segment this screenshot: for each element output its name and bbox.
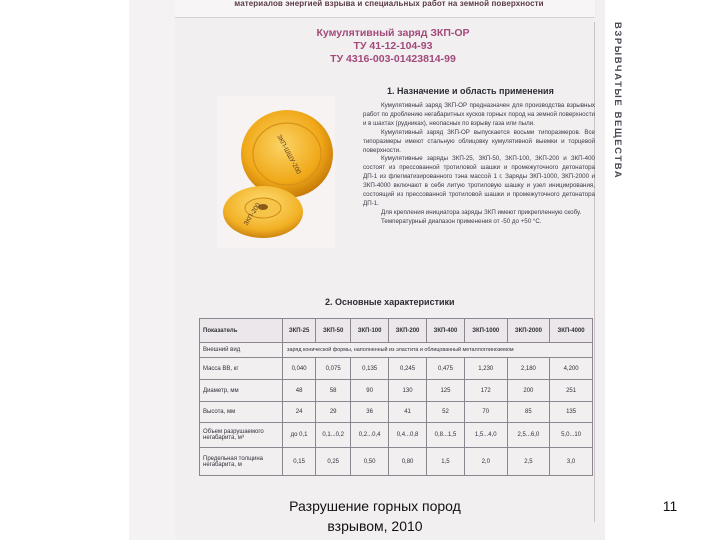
row-label: Высота, мм — [200, 402, 283, 423]
paragraph: Температурный диапазон применения от -50 до +50 °С. — [381, 217, 542, 225]
table-cell: 0,50 — [351, 448, 389, 476]
column-header: ЗКП-200 — [389, 319, 427, 343]
table-cell: 70 — [464, 402, 507, 423]
table-row — [200, 423, 593, 448]
side-label: ВЗРЫВЧАТЫЕ ВЕЩЕСТВА — [612, 22, 623, 180]
table-cell: 0,1...0,2 — [316, 423, 351, 448]
table-row — [200, 448, 593, 476]
table-cell: 2,5 — [507, 448, 550, 476]
characteristics-table — [199, 318, 593, 476]
table-cell: 1,5 — [427, 448, 465, 476]
table-cell: 29 — [316, 402, 351, 423]
table-cell: 1,230 — [464, 358, 507, 380]
table-row — [200, 402, 593, 423]
table-cell: 52 — [427, 402, 465, 423]
table-cell: 4,200 — [550, 358, 593, 380]
table-cell: 48 — [283, 380, 316, 402]
table-cell: 3,0 — [550, 448, 593, 476]
table-cell: 130 — [389, 380, 427, 402]
section-1-heading: 1. Назначение и область применения — [387, 86, 554, 96]
table-row — [200, 358, 593, 380]
table-header-row — [200, 319, 593, 343]
column-header: ЗКП-1000 — [464, 319, 507, 343]
table-cell: 41 — [389, 402, 427, 423]
side-rule — [594, 22, 595, 522]
column-header: ЗКП-400 — [427, 319, 465, 343]
table-cell: 24 — [283, 402, 316, 423]
column-header: ЗКП-4000 — [550, 319, 593, 343]
product-title: Кумулятивный заряд ЗКП-ОР — [316, 27, 470, 39]
footer-line-1: Разрушение горных пород — [289, 498, 461, 514]
page-margin — [129, 0, 175, 540]
column-header: ЗКП-2000 — [507, 319, 550, 343]
table-cell: 251 — [550, 380, 593, 402]
table-cell: 90 — [351, 380, 389, 402]
product-title-block — [263, 27, 523, 66]
table-cell: заряд конической формы, наполненный из эластита и облицованный металлоглиноземом — [283, 343, 593, 358]
column-header: Показатель — [200, 319, 283, 343]
table-cell: 0,2...0,4 — [351, 423, 389, 448]
charge-label-2: ЗКП-200 — [242, 201, 263, 228]
table-cell: 0,040 — [283, 358, 316, 380]
table-cell: 200 — [507, 380, 550, 402]
section-2-heading: 2. Основные характеристики — [325, 297, 455, 307]
table-cell: 5,0...10 — [550, 423, 593, 448]
slide-number: 11 — [662, 498, 678, 514]
column-header: ЗКП-25 — [283, 319, 316, 343]
product-photo — [217, 96, 335, 248]
paragraph: Для крепления инициатора заряды ЗКП имеют прикрепленную скобу. — [381, 208, 582, 216]
table-cell: 2,0 — [464, 448, 507, 476]
row-label: Масса ВВ, кг — [200, 358, 283, 380]
paragraph: Кумулятивный заряд ЗКП-ОР предназначен для производства взрывных работ по дроблению негабаритных кусков горных пород на земной поверхности и в шахтах (рудниках), неопасных по взрыву газа или пыли. — [363, 102, 595, 127]
table-cell: 125 — [427, 380, 465, 402]
table-cell: 0,8...1,5 — [427, 423, 465, 448]
section-header: материалов энергией взрыва и специальных работ на земной поверхности — [234, 0, 544, 8]
charge-label-1: ЗКП-ШШУ-200 — [275, 133, 302, 176]
table-cell: 135 — [550, 402, 593, 423]
table-cell: 36 — [351, 402, 389, 423]
paragraph: Кумулятивный заряд ЗКП-ОР выпускается восьми типоразмеров. Все типоразмеры имеют стальную облицовку кумулятивной выемки и торцевой поверхности. — [363, 128, 595, 154]
table-cell: 58 — [316, 380, 351, 402]
charge-illustration — [217, 96, 335, 248]
table-cell: 0,80 — [389, 448, 427, 476]
table-cell: 0,475 — [427, 358, 465, 380]
row-label: Объем разрушаемого негабарита, м³ — [200, 423, 283, 448]
table-cell: 0,15 — [283, 448, 316, 476]
footer-line-2: взрывом, 2010 — [327, 518, 423, 534]
table-cell: 0,135 — [351, 358, 389, 380]
column-header: ЗКП-50 — [316, 319, 351, 343]
table-cell: 0,25 — [316, 448, 351, 476]
slide-footer-caption — [230, 496, 520, 536]
table-cell: 0,075 — [316, 358, 351, 380]
table-cell: до 0,1 — [283, 423, 316, 448]
table-cell: 2,180 — [507, 358, 550, 380]
table-cell: 2,5...6,0 — [507, 423, 550, 448]
table-cell: 0,245 — [389, 358, 427, 380]
row-label: Предельная толщина негабарита, м — [200, 448, 283, 476]
product-tu-1: ТУ 41-12-104-93 — [353, 40, 433, 52]
table-cell: 85 — [507, 402, 550, 423]
section-1-body — [363, 102, 595, 227]
row-label: Внешний вид — [200, 343, 283, 358]
table-cell: 1,5...4,0 — [464, 423, 507, 448]
table-row — [200, 343, 593, 358]
table-row — [200, 380, 593, 402]
table-cell: 0,4...0,8 — [389, 423, 427, 448]
row-label: Диаметр, мм — [200, 380, 283, 402]
column-header: ЗКП-100 — [351, 319, 389, 343]
scanned-page — [129, 0, 623, 540]
product-tu-2: ТУ 4316-003-01423814-99 — [330, 53, 456, 65]
paragraph: Кумулятивные заряды ЗКП-25, ЗКП-50, ЗКП-100, ЗКП-200 и ЗКП-400 состоят из прессованной тротиловой шашки и промежуточного детонатора ДП-1 из флегматизированного тэна массой 1 г. Заряды ЗКП-1000, ЗКП-2000 и ЗКП-4000 включают в себя литую тротиловую шашку и узел инициирования, состоящий из прессованной тротиловой шашки и промежуточного детонатора ДП-1. — [363, 155, 595, 207]
table-cell: 172 — [464, 380, 507, 402]
